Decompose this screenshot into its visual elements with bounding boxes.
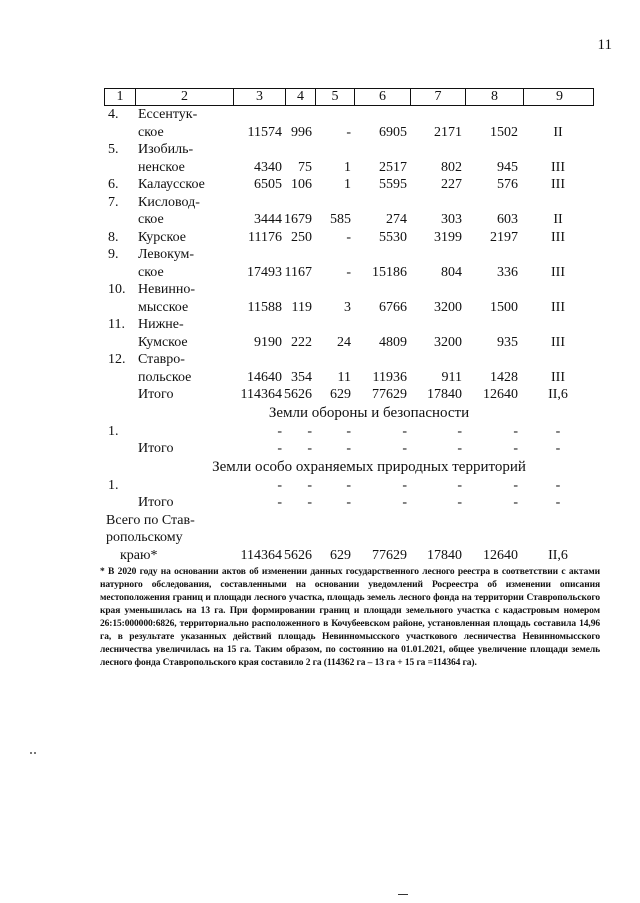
cell: 1 bbox=[344, 177, 351, 192]
cell: 222 bbox=[291, 334, 312, 350]
name-line: польское bbox=[138, 369, 192, 385]
name-line: ское bbox=[138, 124, 164, 140]
cell: 227 bbox=[441, 177, 462, 192]
cell: 585 bbox=[330, 212, 351, 227]
cell: 11588 bbox=[247, 299, 282, 315]
cell: III bbox=[551, 334, 565, 350]
cell: 250 bbox=[291, 229, 312, 245]
name-line: Курское bbox=[138, 229, 186, 245]
district-name bbox=[134, 229, 232, 247]
cell: - bbox=[346, 423, 351, 439]
cell: 2197 bbox=[490, 229, 518, 245]
cell: - bbox=[346, 441, 351, 456]
table-row bbox=[104, 477, 594, 495]
cell: 119 bbox=[291, 299, 312, 315]
header-cell: 3 bbox=[233, 89, 285, 105]
cell: 2517 bbox=[379, 159, 407, 175]
cell: 3444 bbox=[254, 212, 282, 227]
header-cell: 9 bbox=[523, 89, 595, 105]
cell: - bbox=[513, 495, 518, 510]
cell: 6905 bbox=[379, 124, 407, 140]
row-number: 5. bbox=[108, 142, 119, 157]
cell: 945 bbox=[497, 159, 518, 175]
page-bottom-mark bbox=[398, 894, 408, 895]
name-line: мысское bbox=[138, 299, 189, 315]
table-row bbox=[104, 194, 594, 229]
cell: 24 bbox=[337, 334, 351, 350]
cell: 11 bbox=[337, 369, 351, 385]
table-row bbox=[104, 316, 594, 351]
forest-fund-table bbox=[104, 88, 594, 564]
cell: 576 bbox=[497, 177, 518, 192]
row-number: 10. bbox=[108, 282, 126, 297]
district-name bbox=[134, 316, 232, 351]
row-number: 12. bbox=[108, 352, 126, 367]
name-line: ское bbox=[138, 212, 164, 227]
cell: II bbox=[553, 124, 563, 140]
cell: - bbox=[402, 441, 407, 456]
scan-speck bbox=[30, 752, 32, 754]
grand-total-row bbox=[104, 512, 594, 565]
cell: 935 bbox=[497, 334, 518, 350]
page-number: 11 bbox=[597, 37, 612, 53]
cell: - bbox=[555, 441, 561, 456]
cell: II bbox=[553, 212, 563, 227]
district-name bbox=[134, 246, 232, 281]
cell: - bbox=[277, 441, 282, 456]
row-number: 11. bbox=[108, 317, 125, 332]
cell: 17840 bbox=[427, 387, 462, 402]
name-line: Невинно- bbox=[138, 282, 196, 297]
cell: 5595 bbox=[379, 177, 407, 192]
table-row bbox=[104, 176, 594, 194]
header-cell: 1 bbox=[116, 89, 124, 104]
cell: 14640 bbox=[247, 369, 282, 385]
cell: - bbox=[457, 477, 462, 493]
row-number: 4. bbox=[108, 107, 119, 122]
cell: 2171 bbox=[434, 124, 462, 140]
table-row bbox=[104, 281, 594, 316]
cell: 1 bbox=[344, 159, 351, 175]
row-number: 1. bbox=[108, 477, 119, 493]
row-number: 9. bbox=[108, 247, 119, 262]
cell: 1428 bbox=[490, 369, 518, 385]
cell: 106 bbox=[291, 177, 312, 192]
cell: 4809 bbox=[379, 334, 407, 350]
name-line: ненское bbox=[138, 159, 185, 175]
cell: 77629 bbox=[372, 387, 407, 402]
name-line: ское bbox=[138, 264, 164, 280]
cell: III bbox=[551, 369, 565, 385]
cell: - bbox=[402, 423, 407, 439]
name-line: Калаусское bbox=[138, 177, 205, 192]
district-name bbox=[134, 351, 232, 386]
cell: - bbox=[307, 495, 312, 510]
table-header bbox=[104, 88, 594, 106]
cell: III bbox=[551, 229, 565, 245]
row-number: 1. bbox=[108, 423, 119, 439]
cell: 15186 bbox=[372, 264, 407, 280]
cell: - bbox=[555, 495, 561, 510]
cell: 1502 bbox=[490, 124, 518, 140]
cell: - bbox=[277, 423, 282, 439]
name-line: Кисловод- bbox=[138, 194, 200, 210]
cell: 114364 bbox=[240, 547, 282, 563]
cell: - bbox=[457, 423, 462, 439]
cell: 12640 bbox=[483, 387, 518, 402]
cell: 336 bbox=[497, 264, 518, 280]
cell: III bbox=[551, 159, 565, 175]
district-name bbox=[134, 281, 232, 316]
cell: 603 bbox=[497, 212, 518, 227]
header-cell: 7 bbox=[410, 89, 465, 105]
cell: - bbox=[513, 423, 518, 439]
table-row bbox=[104, 246, 594, 281]
cell: III bbox=[551, 299, 565, 315]
cell: 5626 bbox=[284, 547, 312, 563]
cell: 12640 bbox=[483, 547, 518, 563]
cell: 3 bbox=[344, 299, 351, 315]
table-row bbox=[104, 141, 594, 176]
label-line: ропольскому bbox=[106, 530, 183, 545]
cell: 1500 bbox=[490, 299, 518, 315]
total-label: Итого bbox=[138, 495, 174, 510]
cell: 77629 bbox=[372, 547, 407, 563]
cell: 303 bbox=[441, 212, 462, 227]
cell: 804 bbox=[441, 264, 462, 280]
total-row bbox=[104, 440, 594, 458]
cell: - bbox=[346, 477, 351, 493]
table-row bbox=[104, 229, 594, 247]
section-title-protected: Земли особо охраняемых природных территорий bbox=[212, 458, 526, 475]
name-line: Нижне- bbox=[138, 317, 184, 332]
cell: 11574 bbox=[247, 124, 282, 140]
cell: 11176 bbox=[248, 229, 282, 245]
cell: 4340 bbox=[254, 159, 282, 175]
cell: - bbox=[555, 477, 561, 493]
cell: 1167 bbox=[284, 264, 312, 280]
total-row bbox=[104, 494, 594, 512]
cell: - bbox=[346, 229, 351, 245]
cell: III bbox=[551, 177, 565, 192]
row-number: 6. bbox=[108, 177, 119, 192]
cell: - bbox=[513, 441, 518, 456]
cell: - bbox=[555, 423, 561, 439]
cell: - bbox=[277, 495, 282, 510]
name-line: Левокум- bbox=[138, 247, 195, 262]
total-label: Итого bbox=[138, 387, 174, 402]
cell: - bbox=[307, 477, 312, 493]
cell: 996 bbox=[291, 124, 312, 140]
cell: 911 bbox=[441, 369, 462, 385]
total-label: Итого bbox=[138, 441, 174, 456]
cell: 629 bbox=[330, 547, 351, 563]
district-name bbox=[134, 141, 232, 176]
name-line: Ессентук- bbox=[138, 107, 198, 122]
row-number: 7. bbox=[108, 194, 119, 210]
cell: - bbox=[402, 495, 407, 510]
table-row bbox=[104, 106, 594, 141]
cell: - bbox=[402, 477, 407, 493]
cell: 5530 bbox=[379, 229, 407, 245]
header-cell: 2 bbox=[135, 89, 233, 105]
label-line: краю* bbox=[120, 547, 158, 563]
name-line: Кумское bbox=[138, 334, 188, 350]
label-line: Всего по Став- bbox=[106, 512, 195, 528]
row-number: 8. bbox=[108, 229, 119, 245]
cell: 9190 bbox=[254, 334, 282, 350]
cell: 629 bbox=[330, 387, 351, 402]
grand-total-label bbox=[106, 512, 232, 565]
cell: 802 bbox=[441, 159, 462, 175]
cell: II,6 bbox=[548, 547, 568, 563]
cell: 3199 bbox=[434, 229, 462, 245]
scan-speck bbox=[34, 752, 36, 754]
cell: - bbox=[457, 495, 462, 510]
cell: - bbox=[457, 441, 462, 456]
cell: 17493 bbox=[247, 264, 282, 280]
cell: 3200 bbox=[434, 334, 462, 350]
cell: - bbox=[346, 124, 351, 140]
cell: 3200 bbox=[434, 299, 462, 315]
header-cell: 4 bbox=[285, 89, 315, 105]
cell: 5626 bbox=[284, 387, 312, 402]
section-title-defense: Земли обороны и безопасности bbox=[268, 404, 470, 421]
cell: - bbox=[307, 423, 312, 439]
cell: 17840 bbox=[427, 547, 462, 563]
district-name bbox=[134, 194, 232, 229]
header-cell: 8 bbox=[465, 89, 523, 105]
cell: 11936 bbox=[372, 369, 407, 385]
cell: 274 bbox=[386, 212, 407, 227]
cell: 1679 bbox=[284, 212, 312, 227]
cell: 354 bbox=[291, 369, 312, 385]
district-name bbox=[134, 106, 232, 141]
header-cell: 6 bbox=[354, 89, 410, 105]
name-line: Ставро- bbox=[138, 352, 185, 367]
table-row bbox=[104, 423, 594, 441]
cell: - bbox=[346, 264, 351, 280]
cell: 6766 bbox=[379, 299, 407, 315]
header-cell: 5 bbox=[315, 89, 354, 105]
cell: - bbox=[307, 441, 312, 456]
cell: - bbox=[513, 477, 518, 493]
cell: 75 bbox=[298, 159, 312, 175]
name-line: Изобиль- bbox=[138, 142, 194, 157]
cell: - bbox=[277, 477, 282, 493]
total-row bbox=[104, 386, 594, 404]
table-row bbox=[104, 351, 594, 386]
cell: - bbox=[346, 495, 351, 510]
footnote: * В 2020 году на основании актов об изменении данных государственного лесного реестра в соответствии с актами натурного обследования, составленными на основании уведомлений Росреестра об изменении описания местоположения границ и площади лесного участка, площадь земель лесного фонда на территории Ставропольского края уменьшилась на 13 га. При формировании границ и площади земельного участка с кадастровым номером 26:15:000000:6826, территориально расположенного в Кочубеевском районе, установленная площадь составила 14,96 га, в результате указанных действий площадь Невинномысского участкового лесничества Невинномысского лесничества увеличилась на 15 га. Таким образом, по состоянию на 01.01.2021, общее увеличение площади земель лесного фонда Ставропольского края составило 2 га (114362 га – 13 га + 15 га =114364 га). bbox=[100, 567, 600, 668]
cell: 114364 bbox=[240, 387, 282, 402]
table-body bbox=[104, 106, 594, 386]
cell: II,6 bbox=[548, 387, 568, 402]
district-name bbox=[134, 176, 232, 194]
cell: III bbox=[551, 264, 565, 280]
cell: 6505 bbox=[254, 177, 282, 192]
